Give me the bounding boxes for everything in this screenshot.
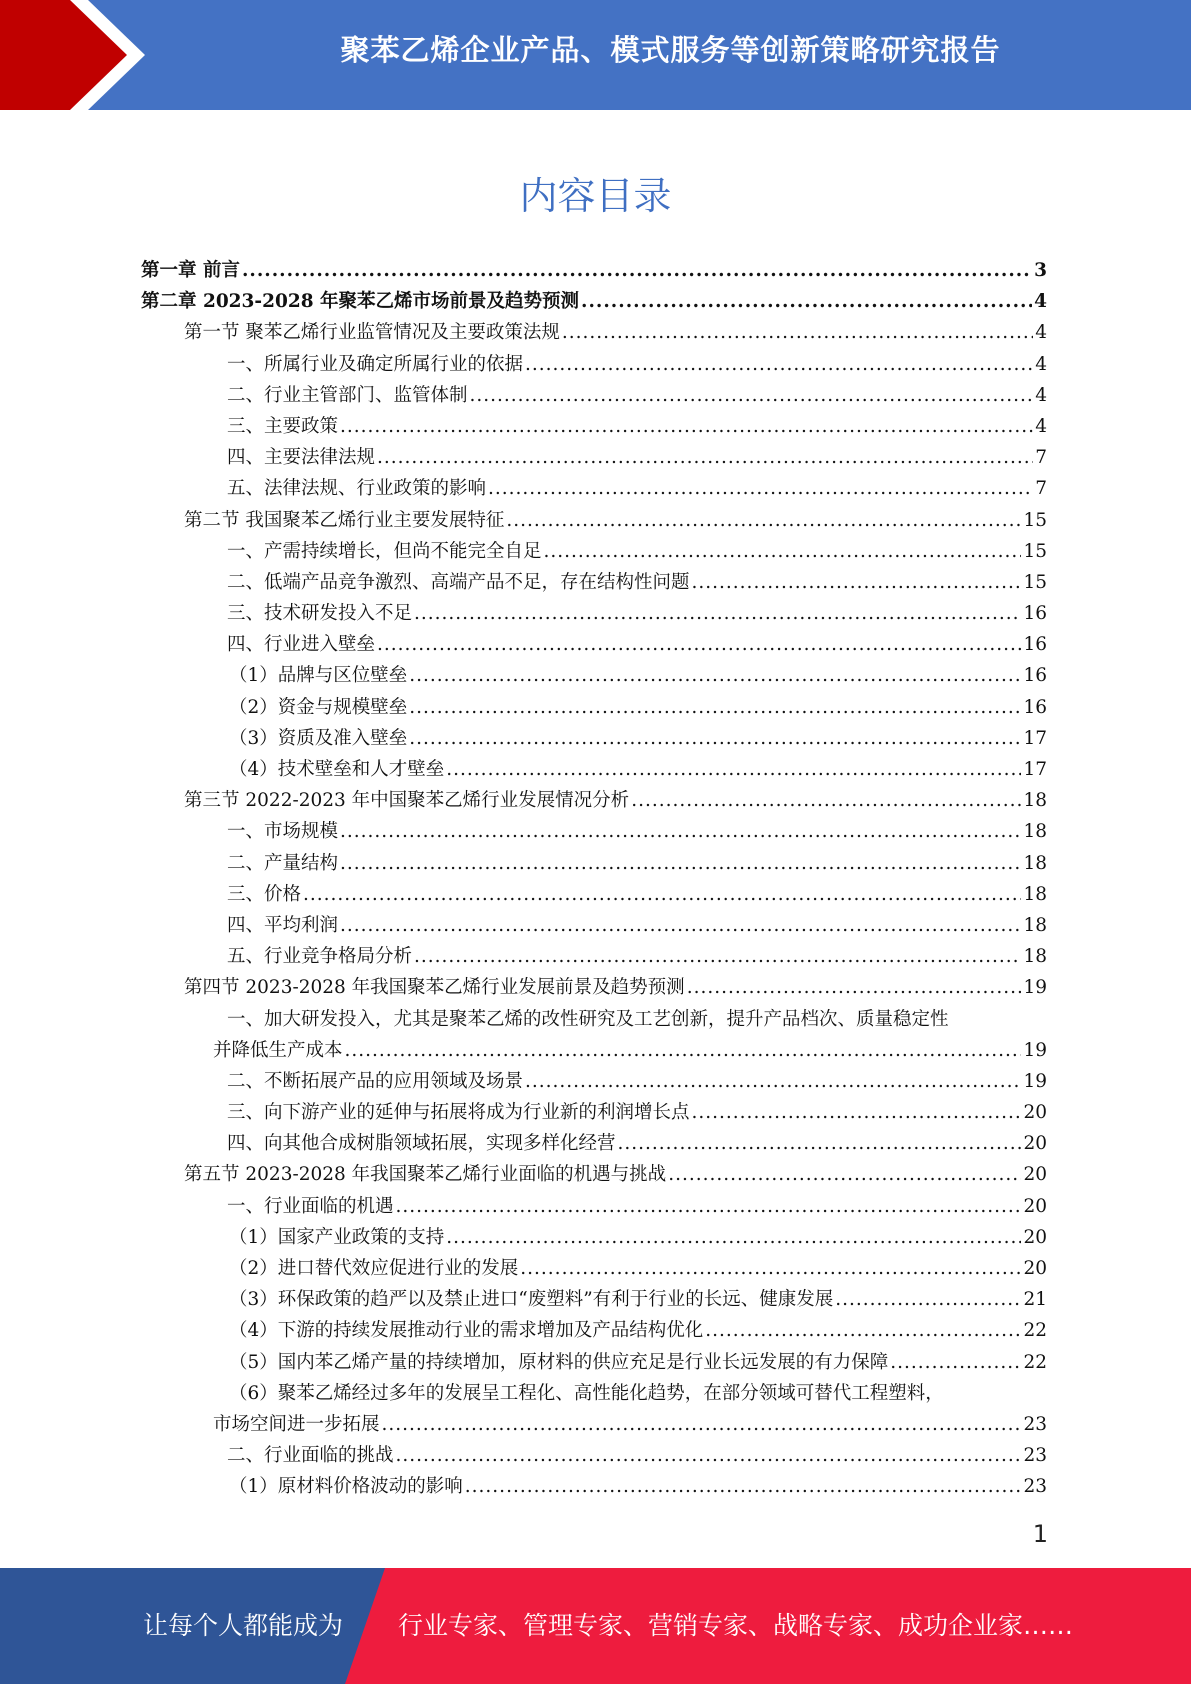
toc-entry[interactable] [141,442,1047,473]
toc-page-number: 17 [1023,759,1047,780]
dot-leader [377,442,1033,473]
toc-page-number: 21 [1023,1289,1047,1311]
toc-entry[interactable] [141,317,1047,348]
dot-leader [562,317,1033,348]
toc-page-number: 18 [1023,852,1047,874]
page-footer [0,1568,1191,1684]
toc-entry[interactable] [141,255,1047,286]
toc-page-number: 4 [1035,353,1047,375]
toc-page-number: 18 [1023,790,1047,812]
toc-page-number: 16 [1023,603,1047,625]
toc-page-number: 18 [1023,821,1047,843]
dot-leader [890,1347,1021,1378]
toc-page-number: 17 [1023,727,1047,749]
toc-entry-text: （6）聚苯乙烯经过多年的发展呈工程化、高性能化趋势，在部分领域可替代工程塑料， [229,1382,944,1404]
dot-leader [668,1159,1021,1190]
dot-leader [414,598,1021,629]
toc-entry-text: 第四节 2023-2028 年我国聚苯乙烯行业发展前景及趋势预测 [184,977,685,999]
dot-leader [409,660,1021,691]
toc-entry[interactable] [141,1191,1047,1222]
footer-slogan: 让每个人都能成为 [143,1611,344,1640]
dot-leader [631,785,1021,816]
toc-entry[interactable] [141,941,1047,972]
toc-entry-text: 第一章 前言 [141,260,240,281]
dot-leader [525,1066,1021,1097]
toc-entry-text: 第五节 2023-2028 年我国聚苯乙烯行业面临的机遇与挑战 [184,1164,667,1186]
dot-leader [340,910,1021,941]
toc-entry[interactable] [141,910,1047,941]
toc-page-number: 23 [1023,1445,1047,1467]
toc-entry[interactable] [141,785,1047,816]
toc-page-number: 18 [1023,946,1047,968]
toc-entry-text: （4）技术壁垒和人才壁垒 [229,759,445,780]
toc-entry[interactable] [141,879,1047,910]
dot-leader [470,380,1034,411]
dot-leader [396,1440,1022,1471]
dot-leader [506,505,1021,536]
toc-entry-text: （5）国内苯乙烯产量的持续增加，原材料的供应充足是行业长远发展的有力保障 [229,1351,889,1373]
table-of-contents [141,255,1047,1503]
toc-entry[interactable] [141,660,1047,691]
toc-entry-text: 五、行业竞争格局分析 [227,946,413,968]
dot-leader [409,723,1021,754]
toc-entry[interactable] [141,1378,1047,1440]
toc-entry-text: 二、不断拓展产品的应用领域及场景 [227,1070,524,1092]
toc-entry[interactable] [141,473,1047,504]
toc-page-number: 4 [1035,384,1047,406]
toc-entry[interactable] [141,1440,1047,1471]
toc-entry[interactable] [141,1471,1047,1502]
toc-page-number: 16 [1023,665,1047,687]
dot-leader [345,1035,1022,1066]
dot-leader [581,286,1032,317]
dot-leader [340,816,1021,847]
toc-entry[interactable] [141,1284,1047,1315]
dot-leader [377,629,1021,660]
toc-page-number: 3 [1034,260,1047,281]
toc-page-number: 22 [1023,1351,1047,1373]
toc-page-number: 18 [1023,914,1047,936]
toc-entry[interactable] [141,692,1047,723]
toc-entry-text: 一、市场规模 [227,821,339,843]
toc-heading: 内容目录 [519,174,672,218]
toc-page-number: 16 [1023,696,1047,718]
toc-entry-continuation: 并降低生产成本 [213,1039,343,1061]
toc-entry[interactable] [141,1347,1047,1378]
toc-entry[interactable] [141,848,1047,879]
toc-entry-text: 四、主要法律法规 [227,447,376,469]
toc-page-number: 4 [1035,415,1047,437]
toc-entry[interactable] [141,1066,1047,1097]
toc-entry-text: 三、价格 [227,883,302,905]
toc-entry[interactable] [141,972,1047,1003]
toc-entry[interactable] [141,1128,1047,1159]
toc-entry[interactable] [141,411,1047,442]
toc-entry-text: 第三节 2022-2023 年中国聚苯乙烯行业发展情况分析 [184,790,630,812]
toc-page-number: 19 [1023,977,1047,999]
toc-entry-text: 二、行业面临的挑战 [227,1445,394,1467]
toc-entry[interactable] [141,536,1047,567]
toc-entry[interactable] [141,505,1047,536]
toc-entry-text: 第一节 聚苯乙烯行业监管情况及主要政策法规 [184,322,560,344]
toc-page-number: 16 [1023,634,1047,656]
header-arrow-decoration [0,0,160,110]
toc-entry[interactable] [141,1222,1047,1253]
dot-leader [687,972,1022,1003]
toc-entry[interactable] [141,1253,1047,1284]
toc-entry[interactable] [141,349,1047,380]
toc-page-number: 20 [1023,1102,1047,1124]
toc-entry-text: 二、低端产品竞争激烈、高端产品不足，存在结构性问题 [227,571,690,593]
toc-page-number: 20 [1023,1133,1047,1155]
toc-entry[interactable] [141,816,1047,847]
toc-entry-text: （3）环保政策的趋严以及禁止进口“废塑料”有利于行业的长远、健康发展 [229,1289,834,1311]
toc-entry-text: （2）资金与规模壁垒 [229,696,408,718]
toc-entry[interactable] [141,1159,1047,1190]
dot-leader [303,879,1021,910]
toc-entry[interactable] [141,567,1047,598]
dot-leader [409,692,1021,723]
dot-leader [692,567,1022,598]
toc-entry-text: （4）下游的持续发展推动行业的需求增加及产品结构优化 [229,1320,704,1342]
page-number: 1 [1032,1520,1048,1548]
toc-page-number: 7 [1035,447,1047,469]
toc-entry-text: （1）品牌与区位壁垒 [229,665,408,687]
page-header [0,0,1191,110]
dot-leader [705,1315,1021,1346]
toc-entry-text: 一、加大研发投入，尤其是聚苯乙烯的改性研究及工艺创新，提升产品档次、质量稳定性 [227,1008,949,1030]
toc-entry-text: 第二节 我国聚苯乙烯行业主要发展特征 [184,509,505,531]
toc-entry[interactable] [141,754,1047,785]
toc-page-number: 20 [1023,1258,1047,1280]
dot-leader [520,1253,1021,1284]
toc-entry[interactable] [141,286,1047,317]
dot-leader [340,848,1021,879]
toc-entry-text: 三、向下游产业的延伸与拓展将成为行业新的利润增长点 [227,1102,690,1124]
toc-entry-text: （1）国家产业政策的支持 [229,1226,445,1248]
toc-entry-text: 五、法律法规、行业政策的影响 [227,478,487,500]
dot-leader [544,536,1022,567]
toc-entry-continuation: 市场空间进一步拓展 [213,1413,380,1435]
toc-page-number: 15 [1023,509,1047,531]
toc-page-number: 15 [1023,571,1047,593]
toc-entry-text: （3）资质及准入壁垒 [229,727,408,749]
toc-entry[interactable] [141,629,1047,660]
toc-entry-text: （1）原材料价格波动的影响 [229,1476,463,1498]
toc-entry-text: 一、产需持续增长，但尚不能完全自足 [227,540,542,562]
toc-page-number: 22 [1023,1320,1047,1342]
footer-roles: 行业专家、管理专家、营销专家、战略专家、成功企业家…… [398,1611,1074,1640]
toc-entry[interactable] [141,1097,1047,1128]
toc-entry-text: 第二章 2023-2028 年聚苯乙烯市场前景及趋势预测 [141,291,580,313]
toc-entry-text: 一、行业面临的机遇 [227,1195,394,1217]
dot-leader [525,349,1033,380]
dot-leader [446,1222,1021,1253]
toc-page-number: 23 [1023,1476,1047,1498]
toc-page-number: 4 [1035,322,1047,344]
toc-page-number: 7 [1035,478,1047,500]
dot-leader [396,1191,1022,1222]
dot-leader [835,1284,1021,1315]
dot-leader [242,255,1032,286]
toc-page-number: 4 [1034,291,1047,313]
toc-entry[interactable] [141,1315,1047,1346]
toc-entry-text: 二、产量结构 [227,852,339,874]
toc-entry-text: 三、技术研发投入不足 [227,603,413,625]
toc-entry[interactable] [141,1004,1047,1066]
toc-page-number: 20 [1023,1195,1047,1217]
toc-page-number: 20 [1023,1164,1047,1186]
toc-page-number: 23 [1023,1413,1047,1435]
toc-page-number: 19 [1023,1039,1047,1061]
toc-page-number: 15 [1023,540,1047,562]
toc-page-number: 19 [1023,1070,1047,1092]
dot-leader [488,473,1033,504]
dot-leader [692,1097,1022,1128]
toc-entry[interactable] [141,598,1047,629]
toc-entry-text: 三、主要政策 [227,415,339,437]
dot-leader [414,941,1021,972]
dot-leader [382,1409,1022,1440]
toc-entry-text: （2）进口替代效应促进行业的发展 [229,1258,519,1280]
report-title: 聚苯乙烯企业产品、模式服务等创新策略研究报告 [340,33,1001,67]
toc-page-number: 20 [1023,1226,1047,1248]
toc-entry-text: 一、所属行业及确定所属行业的依据 [227,353,524,375]
dot-leader [618,1128,1022,1159]
toc-entry-text: 四、向其他合成树脂领域拓展，实现多样化经营 [227,1133,616,1155]
dot-leader [340,411,1033,442]
toc-entry[interactable] [141,723,1047,754]
dot-leader [465,1471,1022,1502]
toc-entry-text: 四、平均利润 [227,914,339,936]
toc-entry-text: 四、行业进入壁垒 [227,634,376,656]
toc-page-number: 18 [1023,883,1047,905]
toc-entry[interactable] [141,380,1047,411]
toc-entry-text: 二、行业主管部门、监管体制 [227,384,468,406]
dot-leader [446,754,1021,785]
